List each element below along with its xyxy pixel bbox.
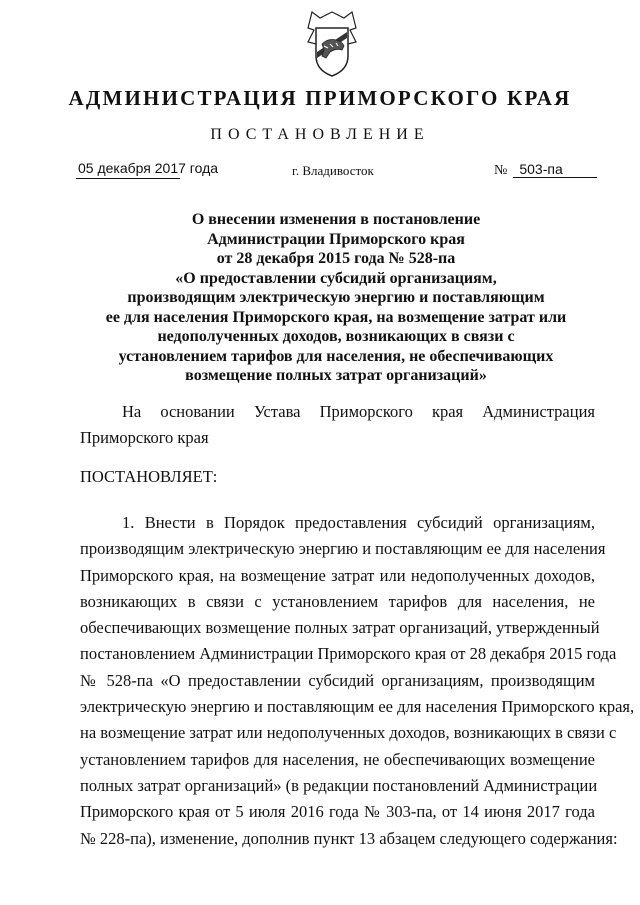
subject-line: возмещение полных затрат организаций»: [185, 367, 487, 384]
subject-line: «О предоставлении субсидий организациям,: [175, 269, 497, 287]
body-line: электрическую энергию и поставляющим ее для населения Приморского края,: [80, 697, 635, 717]
document-date: [78, 160, 218, 176]
date-underline: [76, 178, 180, 179]
subject-line: недополученных доходов, возникающих в связи с: [157, 328, 515, 345]
subject-line: ее для населения Приморского края, на возмещение затрат или: [105, 308, 567, 326]
body-line: установлением тарифов для населения, не обеспечивающих возмещение: [80, 749, 595, 769]
decree-word: ПОСТАНОВЛЯЕТ:: [80, 467, 218, 486]
body-line: полных затрат организаций» (в редакции постановлений Администрации: [80, 775, 598, 795]
document-city: г. Владивосток: [292, 163, 374, 178]
body-line: № 228-па), изменение, дополнив пункт 13 абзацем следующего содержания:: [80, 828, 618, 848]
body-line: 1. Внести в Порядок предоставления субсидий организациям,: [122, 513, 595, 532]
body-line: на возмещение затрат или недополученных доходов, возникающих в связи с: [80, 723, 617, 743]
body-line: Приморского края, на возмещение затрат или недополученных доходов,: [80, 565, 595, 585]
date-value: 05 декабря 2017 года: [78, 160, 219, 176]
document-number: [494, 161, 597, 179]
body-line: производящим электрическую энергию и поставляющим ее для населения: [80, 539, 606, 559]
document-subject: [86, 210, 586, 386]
body-paragraph: [80, 510, 635, 852]
coat-of-arms-icon: [302, 8, 362, 80]
organization-title: АДМИНИСТРАЦИЯ ПРИМОРСКОГО КРАЯ: [68, 86, 572, 110]
subject-line: от 28 декабря 2015 года № 528-па: [216, 250, 456, 267]
basis-paragraph: На основании Устава Приморского края Администрация Приморского края: [80, 402, 595, 447]
body-line: возникающих в связи с установлением тарифов для населения, не: [80, 591, 595, 611]
body-line: Приморского края от 5 июля 2016 года № 303-па, от 14 июня 2017 года: [80, 802, 595, 822]
number-value: 503-па: [513, 161, 597, 178]
number-label: №: [494, 163, 508, 178]
document-type: ПОСТАНОВЛЕНИЕ: [210, 126, 430, 143]
subject-line: установлением тарифов для населения, не обеспечивающих: [118, 347, 554, 365]
body-line: постановлением Администрации Приморского края от 28 декабря 2015 года: [80, 644, 617, 664]
subject-line: Администрации Приморского края: [207, 230, 465, 248]
subject-line: О внесении изменения в постановление: [191, 211, 481, 228]
body-line: обеспечивающих возмещение полных затрат организаций, утвержденный: [80, 618, 600, 638]
subject-line: производящим электрическую энергию и поставляющим: [127, 289, 545, 306]
body-line: № 528-па «О предоставлении субсидий организациям, производящим: [80, 670, 595, 690]
